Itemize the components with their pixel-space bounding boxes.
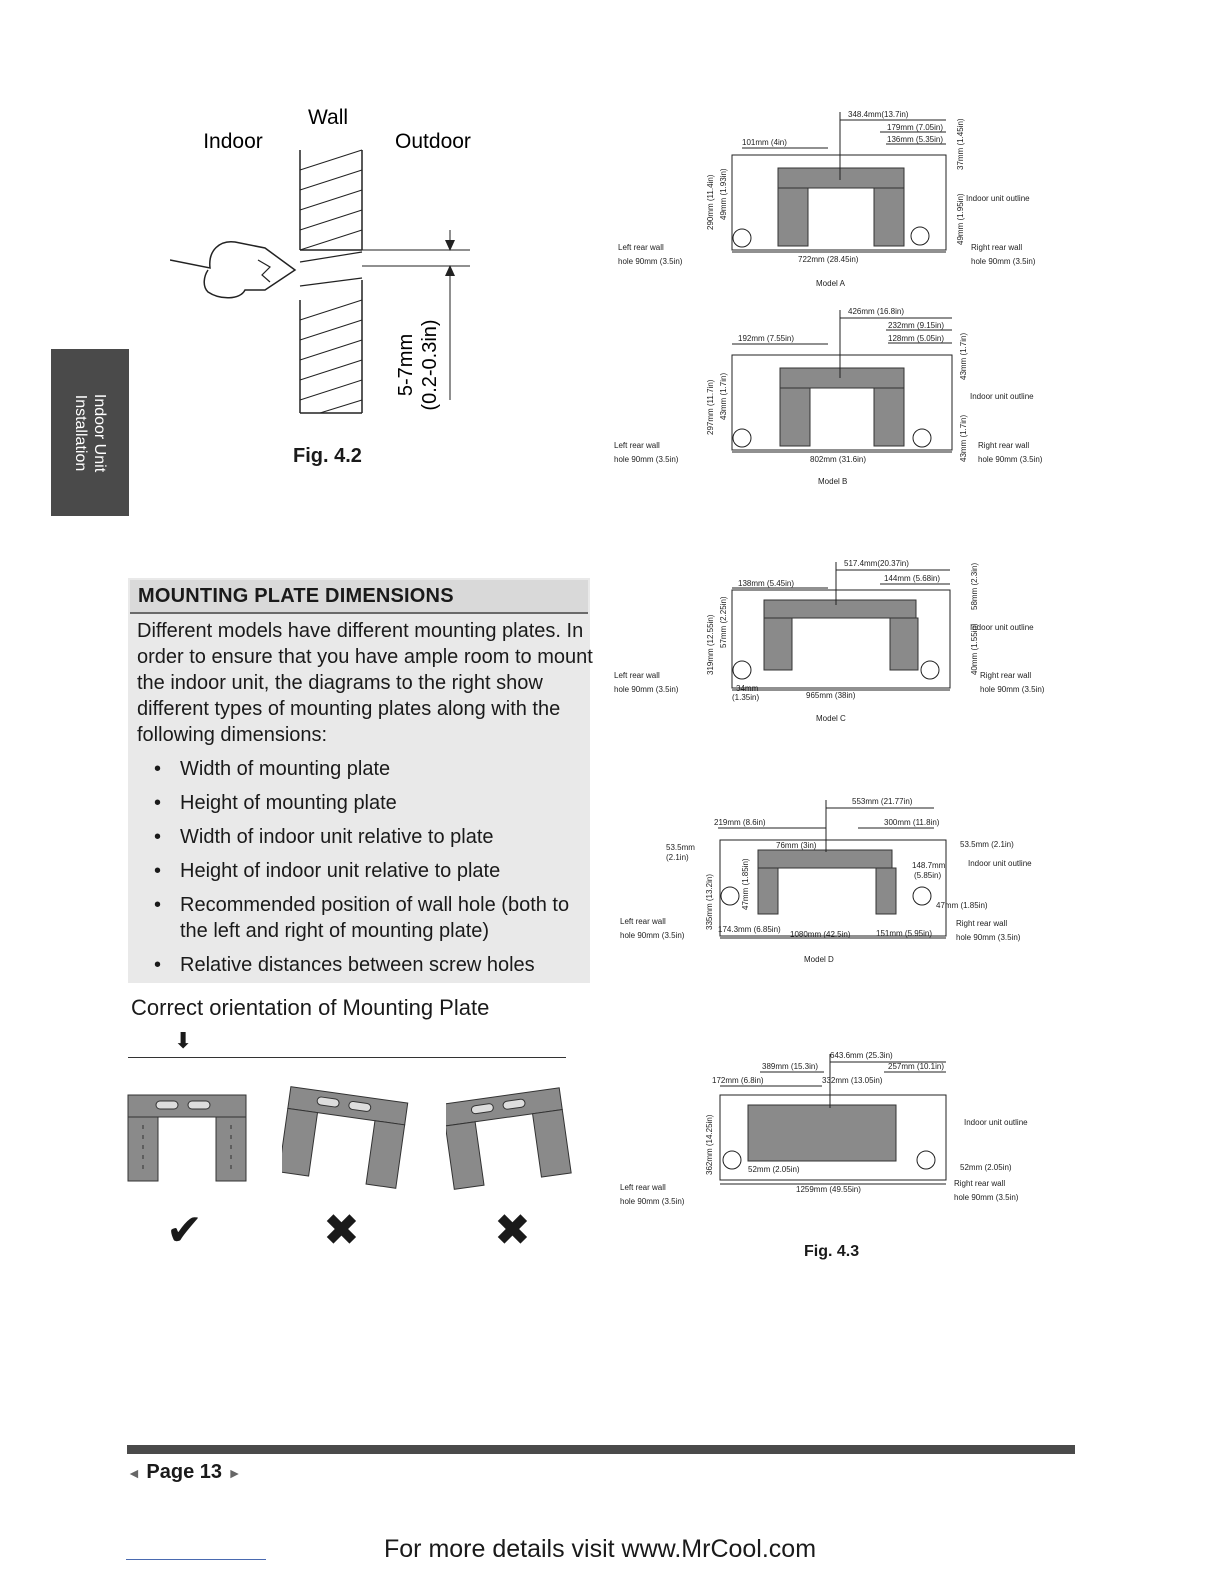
- model-c-left-hole: Left rear wall: [614, 671, 660, 680]
- model-b-dim: 43mm (1.7in): [959, 414, 968, 462]
- model-c-dim: (1.35in): [732, 693, 760, 702]
- fig-4-3-caption: Fig. 4.3: [804, 1243, 860, 1260]
- footer-underline: [126, 1559, 266, 1560]
- plate-tilted-left-illustration: [446, 1085, 576, 1195]
- model-e-diagram: [620, 1051, 1028, 1206]
- model-b-dim: 192mm (7.55in): [738, 334, 795, 343]
- wall-upper-block: [300, 150, 362, 250]
- model-a-dim: 49mm (1.95in): [956, 193, 965, 245]
- indoor-label: Indoor: [203, 130, 263, 153]
- model-d-dim: 148.7mm: [912, 861, 946, 870]
- section-paragraph: Different models have different mounting plates. In order to ensure that you have ample room to mount the indoor unit, the diagrams to the right show different types of mounting plates along with the following dimensions:: [137, 620, 593, 746]
- model-e-dim: 389mm (15.3in): [762, 1062, 819, 1071]
- section-heading-bar: [130, 580, 588, 614]
- model-b-dim: 297mm (11.7in): [706, 379, 715, 435]
- gap-dimension: 5-7mm: [395, 333, 417, 397]
- model-e-dim: 643.6mm (25.3in): [830, 1051, 893, 1060]
- model-e-dim: 52mm (2.05in): [748, 1165, 800, 1174]
- model-b-dim: 232mm (9.15in): [888, 321, 945, 330]
- model-a-left-hole-size: hole 90mm (3.5in): [618, 257, 683, 266]
- model-a-dim: 37mm (1.45in): [956, 118, 965, 170]
- model-c-diagram: [614, 559, 1045, 723]
- list-item: • Width of mounting plate: [150, 756, 590, 782]
- list-item: • Height of indoor unit relative to plate: [150, 858, 590, 884]
- model-c-dim: 57mm (2.25in): [719, 596, 728, 648]
- model-b-outline: Indoor unit outline: [970, 392, 1034, 401]
- model-d-label: Model D: [804, 955, 834, 964]
- model-d-dim: 553mm (21.77in): [852, 797, 913, 806]
- outdoor-label: Outdoor: [395, 130, 471, 153]
- model-d-dim: (2.1in): [666, 853, 689, 862]
- orientation-title: Correct orientation of Mounting Plate: [131, 995, 490, 1020]
- model-d-dim: 1080mm (42.5in): [790, 930, 851, 939]
- plate-correct-illustration: [126, 1085, 256, 1195]
- model-e-outline: Indoor unit outline: [964, 1118, 1028, 1127]
- model-b-diagram: [614, 307, 1043, 486]
- section-tab: [51, 349, 129, 516]
- model-a-right-hole: Right rear wall: [971, 243, 1023, 252]
- model-b-right-hole-size: hole 90mm (3.5in): [978, 455, 1043, 464]
- wall-hole-diagram: [170, 100, 490, 480]
- model-c-dim: 965mm (38in): [806, 691, 856, 700]
- model-d-dim: 151mm (5.95in): [876, 929, 933, 938]
- footer-website-link[interactable]: For more details visit www.MrCool.com: [384, 1535, 817, 1563]
- model-c-dim: 58mm (2.3in): [970, 562, 979, 610]
- section-tab-line2: Installation: [72, 394, 89, 471]
- model-a-label: Model A: [816, 279, 845, 288]
- model-e-dim: 332mm (13.05in): [822, 1076, 883, 1085]
- model-a-dim: 136mm (5.35in): [887, 135, 944, 144]
- model-d-left-hole: Left rear wall: [620, 917, 666, 926]
- model-c-label: Model C: [816, 714, 846, 723]
- check-icon: ✔: [166, 1206, 203, 1255]
- model-d-dim: 174.3mm (6.85in): [718, 925, 781, 934]
- model-a-diagram: [618, 110, 1036, 288]
- model-d-dim: 76mm (3in): [776, 841, 817, 850]
- list-item: • Height of mounting plate: [150, 790, 590, 816]
- list-item: • Width of indoor unit relative to plate: [150, 824, 590, 850]
- model-d-right-hole: Right rear wall: [956, 919, 1008, 928]
- section-heading: MOUNTING PLATE DIMENSIONS: [138, 585, 454, 607]
- section-tab-label: [71, 393, 109, 471]
- model-e-dim: 172mm (6.8in): [712, 1076, 764, 1085]
- fig-4-2-caption: Fig. 4.2: [293, 445, 362, 467]
- page-number-label: Page 13: [146, 1461, 223, 1483]
- model-e-right-hole: Right rear wall: [954, 1179, 1006, 1188]
- model-a-dim: 179mm (7.05in): [887, 123, 944, 132]
- model-a-dim: 722mm (28.45in): [798, 255, 859, 264]
- model-d-dim: 53.5mm (2.1in): [960, 840, 1014, 849]
- prev-page-arrow-icon: ◄: [127, 1465, 141, 1481]
- model-b-dim: 43mm (1.7in): [719, 372, 728, 420]
- model-c-dim: 34mm: [736, 684, 759, 693]
- pipe-sleeve-icon: [170, 242, 295, 298]
- model-a-dim: 348.4mm(13.7in): [848, 110, 909, 119]
- model-d-left-hole-size: hole 90mm (3.5in): [620, 931, 685, 940]
- footer-rule: [127, 1445, 1075, 1454]
- model-c-dim: 138mm (5.45in): [738, 579, 795, 588]
- wall-lower-block: [300, 280, 362, 413]
- model-e-left-hole-size: hole 90mm (3.5in): [620, 1197, 685, 1206]
- model-d-right-hole-size: hole 90mm (3.5in): [956, 933, 1021, 942]
- model-d-dim: 335mm (13.2in): [705, 873, 714, 930]
- cross-icon: ✖: [494, 1206, 531, 1255]
- list-item: • Relative distances between screw holes: [150, 952, 590, 978]
- model-c-dim: 144mm (5.68in): [884, 574, 941, 583]
- model-c-right-hole: Right rear wall: [980, 671, 1032, 680]
- model-b-left-hole-size: hole 90mm (3.5in): [614, 455, 679, 464]
- plate-tilted-right-illustration: [282, 1085, 412, 1195]
- model-b-dim: 426mm (16.8in): [848, 307, 905, 316]
- model-e-dim: 257mm (10.1in): [888, 1062, 945, 1071]
- model-diagrams: [600, 100, 1080, 1280]
- model-b-dim: 128mm (5.05in): [888, 334, 945, 343]
- model-a-dim: 101mm (4in): [742, 138, 787, 147]
- model-e-right-hole-size: hole 90mm (3.5in): [954, 1193, 1019, 1202]
- model-e-left-hole: Left rear wall: [620, 1183, 666, 1192]
- wall-label: Wall: [307, 106, 349, 129]
- page-number: [127, 1461, 241, 1484]
- model-b-right-hole: Right rear wall: [978, 441, 1030, 450]
- list-item: • Recommended position of wall hole (both to the left and right of mounting plate): [150, 892, 590, 944]
- model-a-dim: 49mm (1.93in): [719, 168, 728, 220]
- dimension-list: [150, 756, 590, 986]
- model-c-right-hole-size: hole 90mm (3.5in): [980, 685, 1045, 694]
- model-a-left-hole: Left rear wall: [618, 243, 664, 252]
- model-d-outline: Indoor unit outline: [968, 859, 1032, 868]
- model-e-dim: 52mm (2.05in): [960, 1163, 1012, 1172]
- model-e-dim: 362mm (14.25in): [705, 1114, 714, 1175]
- model-c-dim: 517.4mm(20.37in): [844, 559, 909, 568]
- model-c-left-hole-size: hole 90mm (3.5in): [614, 685, 679, 694]
- section-tab-line1: Indoor Unit: [91, 393, 108, 472]
- model-a-dim: 290mm (11.4in): [706, 174, 715, 230]
- model-d-diagram: [620, 797, 1032, 964]
- model-c-outline: Indoor unit outline: [970, 623, 1034, 632]
- orientation-divider: [128, 1057, 566, 1058]
- model-d-dim: 300mm (11.8in): [884, 818, 940, 827]
- model-d-dim: 219mm (8.6in): [714, 818, 766, 827]
- model-c-dim: 40mm (1.55in): [970, 623, 979, 675]
- model-d-dim: 47mm (1.85in): [741, 858, 750, 910]
- model-a-outline: Indoor unit outline: [966, 194, 1030, 203]
- gap-dimension-inch: (0.2-0.3in): [419, 319, 441, 411]
- model-a-right-hole-size: hole 90mm (3.5in): [971, 257, 1036, 266]
- model-e-dim: 1259mm (49.55in): [796, 1185, 861, 1194]
- down-arrow-icon: ⬇: [174, 1028, 193, 1053]
- model-b-label: Model B: [818, 477, 848, 486]
- model-b-left-hole: Left rear wall: [614, 441, 660, 450]
- model-d-dim: 53.5mm: [666, 843, 695, 852]
- next-page-arrow-icon: ►: [227, 1465, 242, 1481]
- model-d-dim: (5.85in): [914, 871, 942, 880]
- model-d-dim: 47mm (1.85in): [936, 901, 988, 910]
- model-b-dim: 802mm (31.6in): [810, 455, 867, 464]
- model-b-dim: 43mm (1.7in): [959, 332, 968, 380]
- cross-icon: ✖: [323, 1206, 360, 1255]
- model-c-dim: 319mm (12.55in): [706, 614, 715, 675]
